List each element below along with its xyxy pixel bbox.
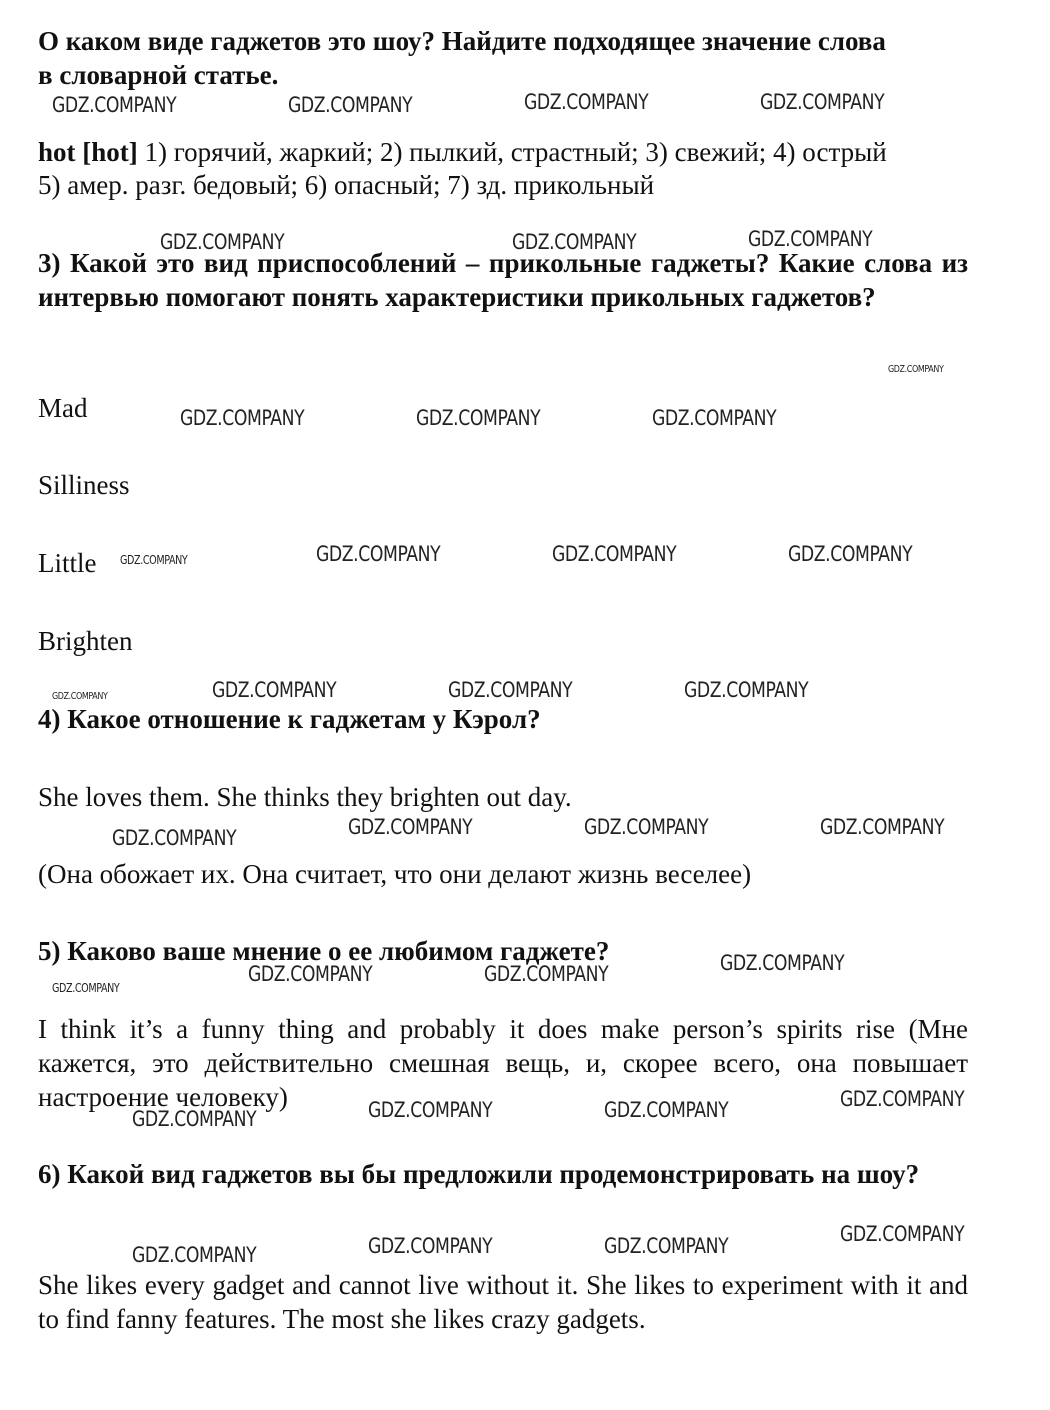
watermark: GDZ.COMPANY bbox=[132, 1243, 257, 1267]
watermark: GDZ.COMPANY bbox=[840, 1222, 965, 1246]
watermark: GDZ.COMPANY bbox=[840, 1087, 965, 1111]
watermark: GDZ.COMPANY bbox=[248, 962, 373, 986]
watermark: GDZ.COMPANY bbox=[484, 962, 609, 986]
watermark: GDZ.COMPANY bbox=[52, 691, 108, 702]
question-3: 3) Какой это вид приспособлений – прикольные гаджеты? Какие слова из интервью помогают понять характеристики прикольных гаджетов? bbox=[38, 248, 968, 312]
watermark: GDZ.COMPANY bbox=[112, 826, 237, 850]
watermark: GDZ.COMPANY bbox=[160, 230, 285, 254]
dictionary-meanings: 1) горячий, жаркий; 2) пылкий, страстный; 3) свежий; 4) острый bbox=[137, 137, 887, 167]
word-little: Little bbox=[38, 548, 97, 578]
question-2-line-2: в словарной статье. bbox=[38, 60, 279, 90]
watermark: GDZ.COMPANY bbox=[212, 678, 337, 702]
answer-4-english: She loves them. She thinks they brighten out day. bbox=[38, 782, 572, 812]
word-mad: Mad bbox=[38, 393, 88, 423]
watermark: GDZ.COMPANY bbox=[348, 815, 473, 839]
watermark: GDZ.COMPANY bbox=[720, 951, 845, 975]
watermark: GDZ.COMPANY bbox=[748, 227, 873, 251]
watermark: GDZ.COMPANY bbox=[132, 1107, 257, 1131]
watermark: GDZ.COMPANY bbox=[448, 678, 573, 702]
watermark: GDZ.COMPANY bbox=[52, 93, 177, 117]
watermark: GDZ.COMPANY bbox=[760, 90, 885, 114]
dictionary-headword: hot [hot] bbox=[38, 137, 138, 167]
watermark: GDZ.COMPANY bbox=[888, 364, 944, 375]
watermark: GDZ.COMPANY bbox=[552, 542, 677, 566]
watermark: GDZ.COMPANY bbox=[52, 981, 120, 995]
watermark: GDZ.COMPANY bbox=[288, 93, 413, 117]
dictionary-entry-line-1 bbox=[38, 135, 968, 169]
word-brighten: Brighten bbox=[38, 626, 133, 656]
watermark: GDZ.COMPANY bbox=[180, 406, 305, 430]
watermark: GDZ.COMPANY bbox=[604, 1234, 729, 1258]
watermark: GDZ.COMPANY bbox=[684, 678, 809, 702]
watermark: GDZ.COMPANY bbox=[524, 90, 649, 114]
watermark: GDZ.COMPANY bbox=[368, 1098, 493, 1122]
watermark: GDZ.COMPANY bbox=[652, 406, 777, 430]
question-5: 5) Каково ваше мнение о ее любимом гаджете? bbox=[38, 936, 610, 966]
question-6: 6) Какой вид гаджетов вы бы предложили продемонстрировать на шоу? bbox=[38, 1159, 920, 1189]
watermark: GDZ.COMPANY bbox=[316, 542, 441, 566]
watermark: GDZ.COMPANY bbox=[368, 1234, 493, 1258]
watermark: GDZ.COMPANY bbox=[604, 1098, 729, 1122]
answer-5: I think it’s a funny thing and probably it does make person’s spirits rise (Мне кажется, это действительно смешная вещь, и, скорее всего, она повышает настроение человеку) bbox=[38, 1014, 968, 1112]
answer-4-russian: (Она обожает их. Она считает, что они делают жизнь веселее) bbox=[38, 859, 752, 889]
watermark: GDZ.COMPANY bbox=[788, 542, 913, 566]
question-4: 4) Какое отношение к гаджетам у Кэрол? bbox=[38, 704, 541, 734]
question-2-line-1: О каком виде гаджетов это шоу? Найдите подходящее значение слова bbox=[38, 26, 886, 56]
word-silliness: Silliness bbox=[38, 470, 130, 500]
watermark: GDZ.COMPANY bbox=[416, 406, 541, 430]
watermark: GDZ.COMPANY bbox=[584, 815, 709, 839]
dictionary-entry-line-2: 5) амер. разг. бедовый; 6) опасный; 7) зд. прикольный bbox=[38, 170, 655, 200]
answer-6: She likes every gadget and cannot live without it. She likes to experiment with it and to find fanny features. The most she likes crazy gadgets. bbox=[38, 1270, 968, 1334]
watermark: GDZ.COMPANY bbox=[820, 815, 945, 839]
watermark: GDZ.COMPANY bbox=[120, 553, 188, 567]
watermark: GDZ.COMPANY bbox=[512, 230, 637, 254]
